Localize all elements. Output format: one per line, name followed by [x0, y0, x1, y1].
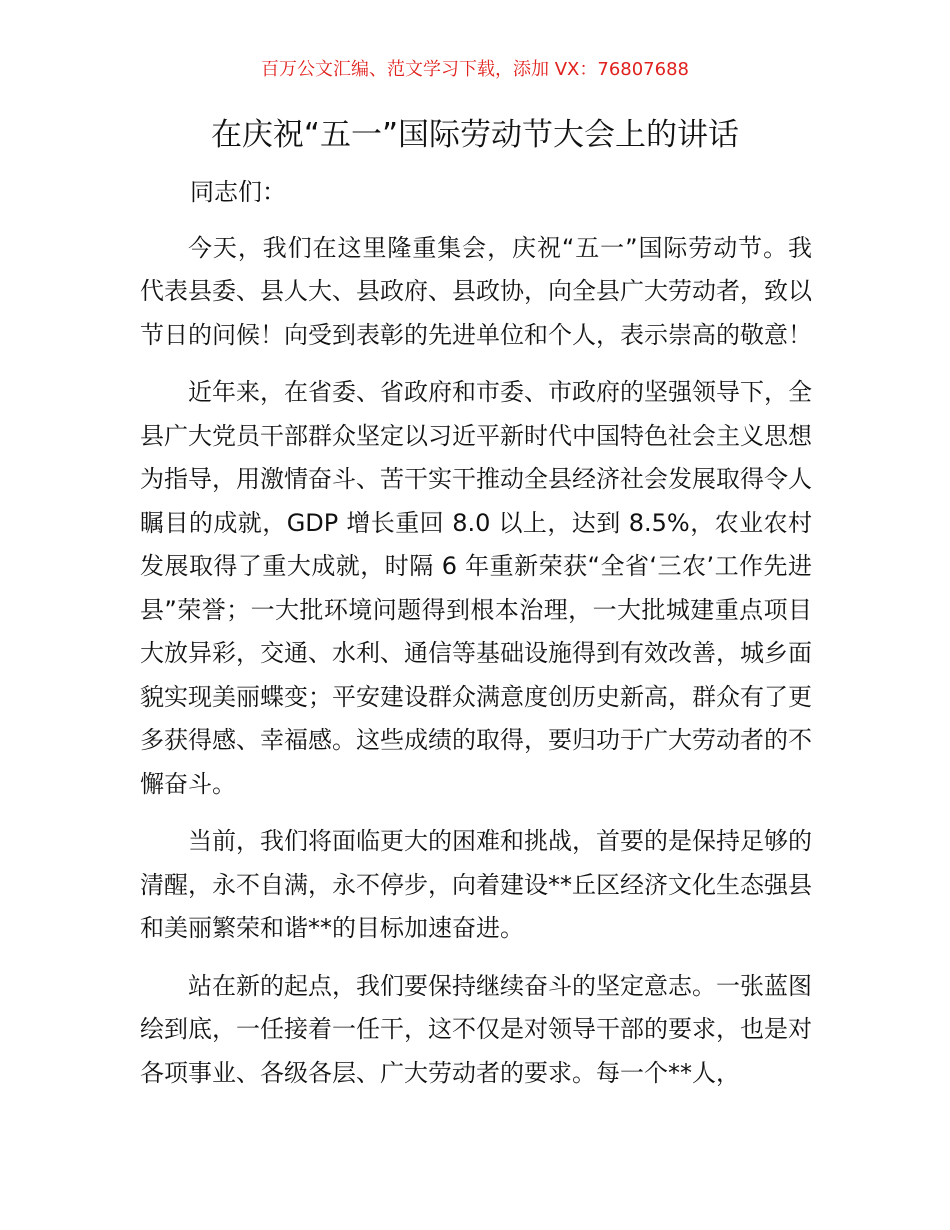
paragraph-2: 近年来，在省委、省政府和市委、市政府的坚强领导下，全县广大党员干部群众坚定以习近平新时代中国特色社会主义思想为指导，用激情奋斗、苦干实干推动全县经济社会发展取得令人瞩目的成就，GDP 增长重回 8.0 以上，达到 8.5%，农业农村发展取得了重大成就，时隔 6 年重新荣获“全省‘三农’工作先进县”荣誉；一大批环境问题得到根本治理，一大批城建重点项目大放异彩，交通、水利、通信等基础设施得到有效改善，城乡面貌实现美丽蝶变；平安建设群众满意度创历史新高，群众有了更多获得感、幸福感。这些成绩的取得，要归功于广大劳动者的不懈奋斗。	[140, 378, 812, 798]
salutation: 同志们：	[190, 178, 286, 206]
paragraph-4: 站在新的起点，我们要保持继续奋斗的坚定意志。一张蓝图绘到底，一任接着一任干，这不仅是对领导干部的要求，也是对各项事业、各级各层、广大劳动者的要求。每一个**人，	[140, 971, 812, 1087]
promo-header: 百万公文汇编、范文学习下载，添加 VX：76807688	[261, 59, 689, 80]
paragraph-3: 当前，我们将面临更大的困难和挑战，首要的是保持足够的清醒，永不自满，永不停步，向着建设**丘区经济文化生态强县和美丽繁荣和谐**的目标加速奋进。	[140, 827, 812, 942]
document-body	[140, 171, 812, 1109]
document-title: 在庆祝“五一”国际劳动节大会上的讲话	[210, 117, 740, 153]
paragraph-1: 今天，我们在这里隆重集会，庆祝“五一”国际劳动节。我代表县委、县人大、县政府、县政协，向全县广大劳动者，致以节日的问候！向受到表彰的先进单位和个人，表示崇高的敬意！	[140, 233, 812, 349]
